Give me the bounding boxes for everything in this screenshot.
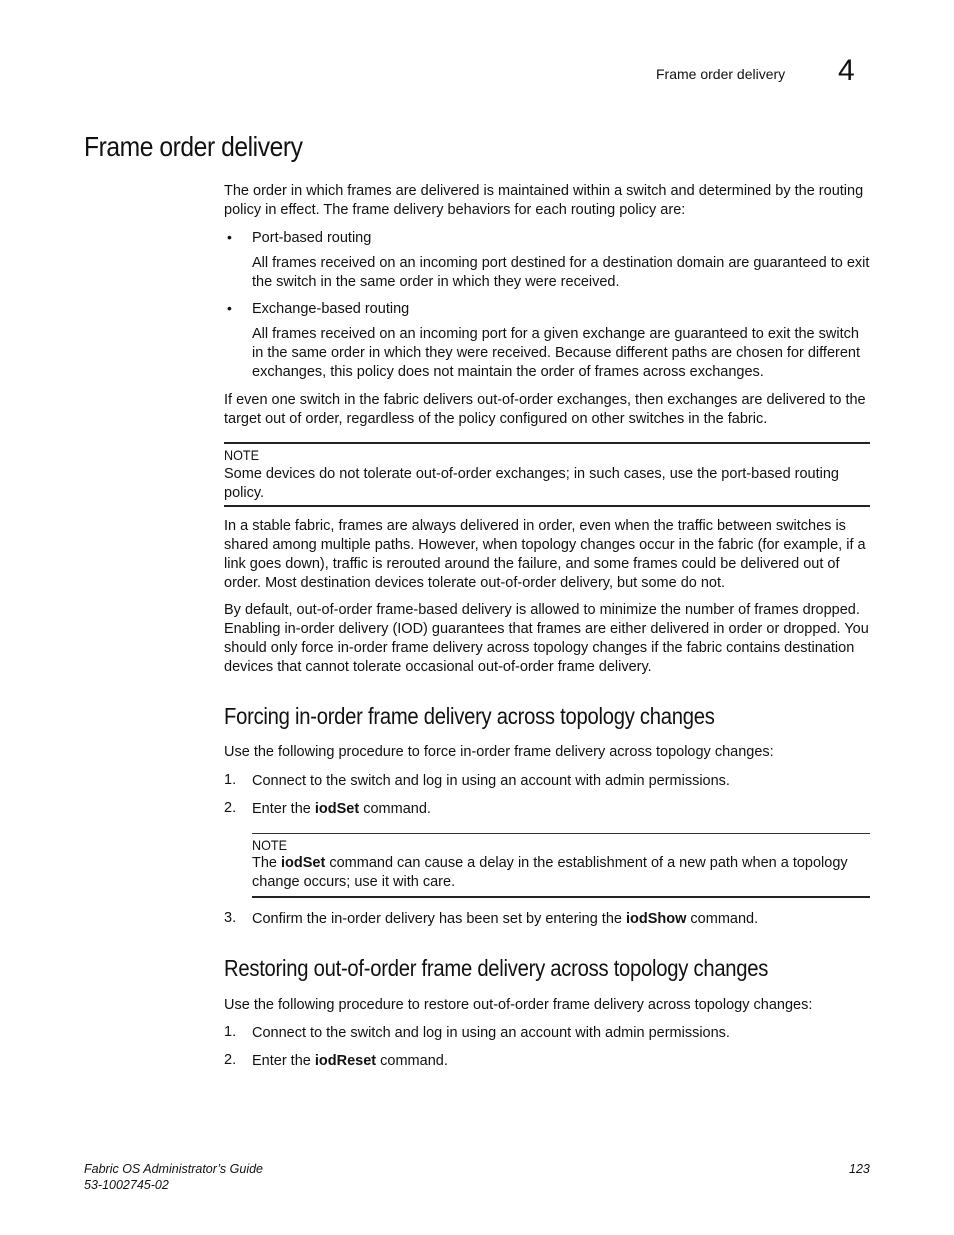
intro-paragraph: The order in which frames are delivered is maintained within a switch and determined by the routing policy in effect. The frame delivery behaviors for each routing policy are: — [224, 183, 864, 218]
note-bottom-rule — [252, 896, 870, 898]
step-text-suffix: command. — [359, 801, 431, 817]
bullet-text-exchange-based: All frames received on an incoming port for a given exchange are guaranteed to exit the switch in the same order in which they were received. Because different paths are chosen for different exchanges, this policy does not maintain the order of frames across exchanges. — [252, 326, 861, 380]
section-heading-forcing: Forcing in-order frame delivery across topology changes — [224, 703, 715, 729]
bullet-icon: • — [227, 300, 232, 316]
bullet-label-exchange-based: Exchange-based routing — [252, 301, 410, 317]
command-name: iodSet — [281, 855, 326, 871]
step-text-suffix: command. — [376, 1053, 448, 1069]
command-name: iodShow — [625, 911, 687, 927]
step-number: 1. — [224, 1024, 237, 1040]
step-text-prefix: Enter the — [252, 801, 315, 817]
page-title: Frame order delivery — [84, 131, 303, 162]
step-number: 2. — [224, 800, 237, 816]
note-label: NOTE — [224, 447, 260, 463]
paragraph-stable-fabric: In a stable fabric, frames are always delivered in order, even when the traffic between switches is shared among multiple paths. However, when topology changes occur in the fabric (for example, if a link goes down), traffic is rerouted around the failure, and some frames could be delivered out of order. Most destination devices tolerate out-of-order delivery, but some do not. — [224, 518, 866, 591]
note-bottom-rule — [224, 505, 870, 507]
note-text — [252, 854, 872, 892]
section-heading-restoring: Restoring out-of-order frame delivery across topology changes — [224, 955, 769, 981]
section-intro-restoring: Use the following procedure to restore out-of-order frame delivery across topology changes: — [224, 997, 813, 1013]
step-text — [252, 800, 872, 819]
step-text-prefix: Enter the — [252, 1053, 315, 1069]
note-text-prefix: The — [252, 855, 282, 871]
step-number: 1. — [224, 772, 237, 788]
footer-book-title: Fabric OS Administrator’s Guide — [84, 1162, 263, 1176]
step-text — [252, 910, 872, 929]
paragraph-default-delivery: By default, out-of-order frame-based delivery is allowed to minimize the number of frames dropped. Enabling in-order delivery (IOD) guarantees that frames are either delivered in order or dropped. You should only force in-order frame delivery across topology changes if the fabric contains destination devices that cannot tolerate occasional out-of-order frame delivery. — [224, 602, 869, 675]
running-header-title: Frame order delivery — [656, 66, 786, 82]
note-top-rule — [252, 833, 870, 834]
footer-page-number: 123 — [849, 1162, 870, 1176]
step-text-suffix: command. — [686, 911, 759, 927]
chapter-number: 4 — [838, 54, 855, 87]
step-number: 2. — [224, 1052, 237, 1068]
note-top-rule — [224, 442, 870, 444]
section-intro-forcing: Use the following procedure to force in-order frame delivery across topology changes: — [224, 744, 774, 760]
bullet-label-port-based: Port-based routing — [252, 230, 372, 246]
note-text-suffix: command can cause a delay in the establishment of a new path when a topology change occurs; use it with care. — [252, 855, 848, 890]
command-name: iodSet — [314, 801, 360, 817]
step-text: Connect to the switch and log in using an account with admin permissions. — [252, 773, 730, 789]
footer-doc-number: 53-1002745-02 — [84, 1178, 169, 1192]
note-text: Some devices do not tolerate out-of-order exchanges; in such cases, use the port-based routing policy. — [224, 466, 839, 501]
step-text — [252, 1052, 872, 1071]
step-text-prefix: Confirm the in-order delivery has been set by entering the — [252, 911, 626, 927]
step-text: Connect to the switch and log in using an account with admin permissions. — [252, 1025, 730, 1041]
bullet-text-port-based: All frames received on an incoming port destined for a destination domain are guaranteed to exit the switch in the same order in which they were received. — [252, 255, 870, 290]
note-label: NOTE — [252, 837, 288, 853]
command-name: iodReset — [314, 1053, 377, 1069]
paragraph-out-of-order: If even one switch in the fabric delivers out-of-order exchanges, then exchanges are delivered to the target out of order, regardless of the policy configured on other switches in the fabric. — [224, 392, 866, 427]
step-number: 3. — [224, 910, 237, 926]
bullet-icon: • — [227, 229, 232, 245]
